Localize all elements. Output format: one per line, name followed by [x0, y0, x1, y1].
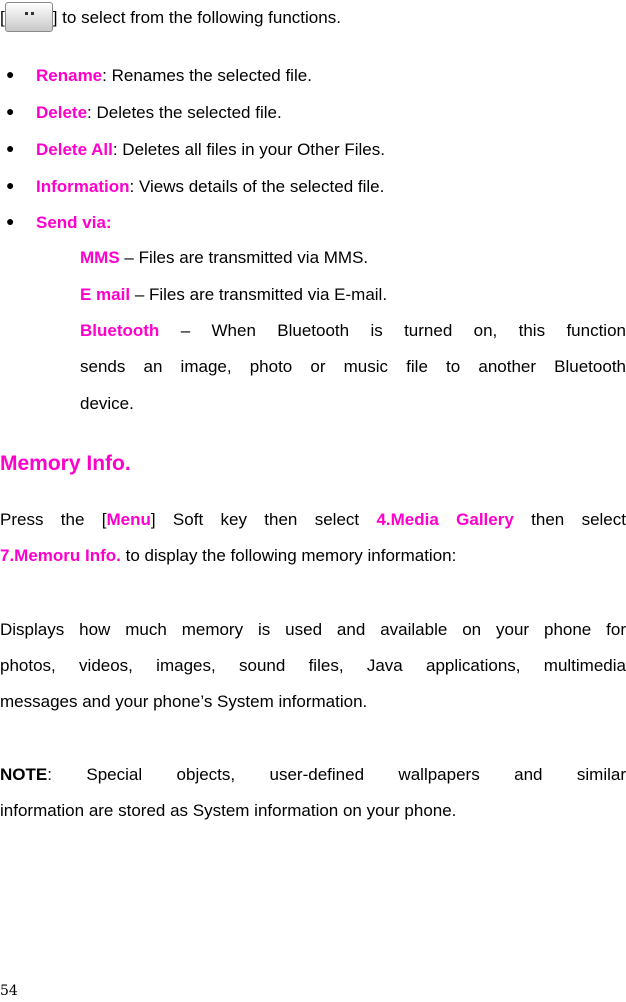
send-via-mms: MMS – Files are transmitted via MMS. [80, 248, 369, 267]
memory-paragraph-line1: Press the [Menu] Soft key then select 4.Media Gallery then select [0, 510, 626, 529]
function-item-information: Information: Views details of the selected file. [36, 177, 385, 196]
bluetooth-label: Bluetooth [80, 321, 160, 340]
intro-line [0, 2, 626, 32]
bracket-open: [ [0, 8, 5, 27]
description-line2: photos, videos, images, sound files, Java applications, multimedia [0, 656, 626, 675]
note-line1: NOTE: Special objects, user-defined wallpapers and similar [0, 765, 626, 784]
description-line3: messages and your phone’s System information. [0, 692, 368, 711]
section-heading: Memory Info. [0, 452, 131, 475]
function-item-send-via: Send via: [36, 213, 112, 232]
description-line1: Displays how much memory is used and available on your phone for [0, 620, 626, 639]
bullet-icon: ● [6, 103, 15, 119]
bullet-icon: ● [6, 140, 15, 156]
function-item-rename: Rename: Renames the selected file. [36, 66, 312, 85]
function-item-delete-all: Delete All: Deletes all files in your Other Files. [36, 140, 385, 159]
bullet-icon: ● [6, 213, 15, 229]
note-line2: information are stored as System information on your phone. [0, 801, 457, 820]
function-item-delete: Delete: Deletes the selected file. [36, 103, 282, 122]
intro-text: ] to select from the following functions. [52, 8, 341, 27]
bullet-icon: ● [6, 177, 15, 193]
menu-softkey-icon [5, 2, 53, 32]
send-via-email: E mail – Files are transmitted via E-mail. [80, 285, 388, 304]
note-label: NOTE [0, 765, 48, 784]
bullet-icon: ● [6, 66, 15, 82]
memory-paragraph-line2: 7.Memoru Info. to display the following memory information: [0, 546, 457, 565]
page-number: 54 [0, 983, 18, 999]
